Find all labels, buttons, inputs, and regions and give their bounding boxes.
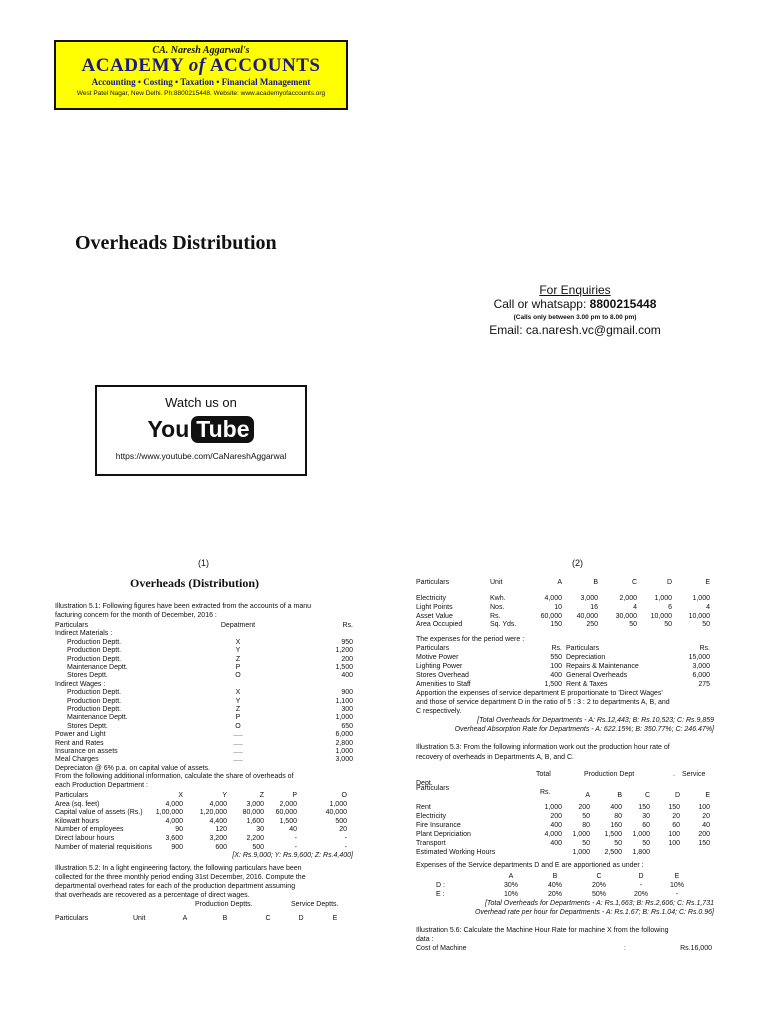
table-header: Particulars — [416, 785, 450, 793]
table-row-cell: 1,000 — [654, 595, 672, 602]
table-row-cell: 20 — [339, 826, 347, 834]
table-row-cell — [680, 848, 710, 857]
table-header-cell — [436, 872, 456, 881]
table-row-cell: 50 — [664, 621, 672, 629]
illustration-2-header-cell: D — [298, 915, 304, 923]
table-row-cell: 10% — [669, 882, 684, 890]
table-row-cell: - — [294, 843, 297, 851]
table-row-cell: X — [235, 638, 241, 646]
table-row-cell: General Overheads — [566, 672, 628, 680]
table-row-cell: 3,600 — [165, 835, 183, 842]
table-row-cell: Stores Deptt. — [67, 722, 108, 730]
table-row-cell: Indirect Materials : — [55, 630, 113, 638]
group-label: Service — [682, 771, 706, 779]
table-row-cell: 1,500 — [544, 681, 562, 689]
table-header-cell: B — [552, 873, 558, 881]
group-label: Production Deptts. — [195, 901, 253, 909]
table-row-cell: 950 — [341, 638, 353, 646]
table-row-cell: 50 — [582, 840, 590, 848]
illustration-text: each Production Department : — [55, 782, 148, 789]
table-row-cell: Depreciation — [566, 654, 606, 662]
table-row-cell: Rent & Taxes — [566, 681, 608, 689]
table-row-cell: 1,000 — [632, 831, 650, 839]
table-row-cell: 50 — [614, 840, 622, 848]
table-row-cell: 40 — [289, 826, 297, 834]
table-row-cell: E : — [436, 891, 445, 899]
table-row-cell: 600 — [215, 843, 227, 851]
table-row-cell: 20% — [633, 891, 648, 899]
table-header-cell: Unit — [490, 579, 503, 586]
table-row-cell: 400 — [550, 840, 562, 848]
table-header-cell: D — [666, 579, 672, 586]
table-row-cell: Nos. — [490, 603, 505, 611]
table-row-cell: Capital value of assets (Rs.) — [55, 809, 143, 817]
table-row-cell: 16 — [590, 603, 598, 611]
table-row-cell: 550 — [550, 654, 562, 662]
answer-text: [X: Rs.9,000; Y: Rs.9,600; Z: Rs.4,400] — [232, 852, 353, 860]
table-header: B — [617, 792, 622, 800]
table-row-cell: - — [344, 843, 347, 851]
table-row-cell: Stores Overhead — [416, 672, 469, 680]
table-row-cell: Electricity — [416, 595, 446, 602]
table-row-cell: Production Deptt. — [67, 655, 122, 663]
table-row-cell: 4,400 — [209, 817, 227, 825]
table-row-cell: Insurance on assets — [55, 748, 118, 755]
table-row-cell: 30,000 — [615, 612, 637, 620]
table-row-cell: 15,000 — [688, 654, 710, 662]
table-row-cell: 4,000 — [165, 800, 183, 808]
illustration-1-header-cell: Z — [259, 791, 264, 799]
table-header: D — [674, 792, 680, 800]
table-row-cell: Kilowatt hours — [55, 817, 99, 825]
table-header-cell: C — [631, 579, 637, 586]
answer-text: Overhead Absorption Rate for Departments - A: 622.15%; B: 350.77%; C: 246.47%] — [454, 725, 714, 733]
table-row-cell: Amenities to Staff — [416, 681, 471, 689]
illustration-text: Illustration 5.2: In a light engineering factory, the following particulars have been — [55, 865, 302, 873]
table-row-cell: 500 — [335, 817, 347, 825]
illustration-text: departmental overhead rates for each of the production department assuming — [55, 883, 296, 891]
table-header-cell: C — [596, 873, 602, 881]
illustration-1-header-cell: Rs. — [342, 622, 353, 629]
table-row-cell: 80 — [582, 822, 590, 830]
table-row-cell: 50 — [629, 621, 637, 629]
table-row-cell: ..... — [233, 756, 243, 764]
table-row-cell: 6 — [668, 603, 672, 611]
table-row-cell: 50 — [702, 621, 710, 629]
table-row-cell — [656, 848, 680, 857]
table-row-cell: Rs. — [490, 612, 501, 620]
illustration-2-header-cell: A — [182, 915, 188, 923]
table-header: C — [644, 792, 650, 800]
table-row-cell: 2,500 — [604, 849, 622, 857]
illustration-1-header-cell: Y — [222, 791, 227, 799]
illustration-2-header-cell: Unit — [133, 915, 146, 923]
table-header-cell: Particulars — [416, 645, 450, 653]
table-row-cell: 10 — [554, 603, 562, 611]
table-row-cell: Stores Deptt. — [67, 672, 108, 680]
table-row-cell: O — [235, 722, 241, 730]
table-row-cell: 4 — [633, 603, 637, 611]
table-row-cell: Number of employees — [55, 826, 124, 834]
illustration-text: From the following additional information, calculate the share of overheads of — [55, 773, 294, 781]
logo-address: West Patel Nagar, New Delhi. Ph:8800215448. Website: www.academyofaccounts.org — [76, 90, 326, 97]
table-row-cell: 150 — [698, 840, 710, 848]
group-label: Total — [536, 771, 551, 779]
table-row-cell: 150 — [668, 804, 680, 812]
table-header-cell: E — [674, 873, 680, 881]
table-header-cell: Rs. — [551, 645, 562, 653]
table-row-cell: Production Deptt. — [67, 689, 122, 697]
table-row-cell: 4,000 — [544, 831, 562, 839]
table-header: A — [585, 792, 590, 800]
table-row-cell: Direct labour hours — [55, 835, 115, 842]
table-row-cell: Production Deptt. — [67, 706, 122, 713]
table-row-cell: 30% — [503, 882, 518, 890]
table-row-cell: Rs.16,000 — [680, 945, 712, 953]
table-row-cell: Rent — [416, 804, 431, 812]
table-row-cell: - — [639, 882, 643, 890]
table-header-cell: Particulars — [416, 579, 450, 586]
table-row-cell: ..... — [233, 748, 243, 755]
table-row-cell: 275 — [698, 681, 710, 689]
illustration-text: recovery of overheads in Departments A, B, and C. — [416, 753, 574, 761]
illustration-text: Expenses of the Service departments D and E are apportioned as under : — [416, 862, 644, 870]
table-row-cell: 80 — [614, 813, 622, 821]
table-row-cell: 2,000 — [279, 800, 297, 808]
table-row-cell: D : — [436, 882, 445, 890]
table-row-cell: Indirect Wages : — [55, 680, 106, 688]
table-row-cell: : — [624, 945, 626, 953]
table-row-cell: Y — [235, 647, 241, 655]
table-row-cell: 1,20,000 — [199, 809, 227, 817]
youtube-url[interactable]: https://www.youtube.com/CaNareshAggarwal — [115, 451, 287, 461]
table-row-cell: 2,000 — [619, 595, 637, 602]
table-row-cell: 1,000 — [329, 800, 347, 808]
table-row-cell — [528, 848, 562, 857]
illustration-text: Illustration 5.6: Calculate the Machine Hour Rate for machine X from the following — [416, 927, 669, 935]
table-header-cell: Rs. — [699, 645, 710, 653]
table-row-cell: 1,200 — [335, 647, 353, 655]
table-row-cell: 80,000 — [242, 809, 264, 817]
table-row-cell: 4,000 — [544, 595, 562, 602]
table-row-cell: Cost of Machine — [416, 945, 467, 953]
enquiry-block — [440, 283, 710, 337]
table-row-cell: Number of material requisitions — [55, 843, 152, 851]
table-row-cell: 60,000 — [540, 612, 562, 620]
table-row-cell: 40 — [702, 822, 710, 830]
table-row-cell: 200 — [341, 655, 353, 663]
table-row-cell: 6,000 — [335, 731, 353, 739]
illustration-text: The expenses for the period were : — [416, 636, 525, 644]
table-row-cell: 900 — [341, 689, 353, 697]
table-row-cell: P — [235, 664, 241, 671]
table-row-cell: Production Deptt. — [67, 647, 122, 655]
table-row-cell: Motive Power — [416, 654, 459, 662]
illustration-1-header-cell: Particulars — [55, 791, 89, 799]
table-row-cell: 50% — [591, 891, 606, 899]
table-row-cell: 400 — [341, 672, 353, 680]
academy-logo — [54, 40, 348, 110]
illustration-text: data : — [416, 936, 434, 944]
table-row-cell: 6,000 — [692, 672, 710, 680]
table-row-cell: 40% — [547, 882, 562, 890]
enquiry-timing: (Calls only between 3.00 pm to 8.00 pm) — [513, 314, 637, 321]
table-header-cell: A — [508, 873, 514, 881]
illustration-2-header-cell: C — [265, 915, 271, 923]
page-number-2: (2) — [572, 558, 583, 568]
table-row-cell: P — [235, 714, 241, 722]
table-row-cell: 30 — [642, 813, 650, 821]
table-header-cell: E — [705, 579, 710, 586]
table-row-cell: Light Points — [416, 603, 453, 611]
youtube-logo-icon: You Tube — [97, 415, 305, 445]
table-row-cell: 3,000 — [335, 756, 353, 764]
table-row-cell: 50 — [642, 840, 650, 848]
enquiry-email: Email: ca.naresh.vc@gmail.com — [489, 323, 661, 337]
table-row-cell: 10% — [503, 891, 518, 899]
table-row-cell: 2,800 — [335, 739, 353, 747]
table-row-cell: 10,000 — [650, 612, 672, 620]
table-row-cell: 60,000 — [275, 809, 297, 817]
table-row-cell: 100 — [550, 663, 562, 671]
table-row-cell: 2,200 — [246, 835, 264, 842]
table-row-cell: Z — [235, 655, 241, 663]
table-row-cell: 1,000 — [692, 595, 710, 602]
table-row-cell: 1,500 — [279, 817, 297, 825]
illustration-text: Illustration 5.3: From the following information work out the production hour rate of — [416, 744, 670, 752]
table-row-cell: 30 — [256, 826, 264, 834]
table-row-cell: Electricity — [416, 813, 446, 821]
answer-text: [Total Overheads for Departments - A: Rs.1,663; B: Rs.2,606; C: Rs.1,731 — [484, 900, 714, 908]
table-row-cell: 1,000 — [544, 804, 562, 812]
illustration-1-header-cell: Particulars — [55, 622, 89, 629]
table-row-cell: 1,00,000 — [155, 809, 183, 817]
table-row-cell: 150 — [550, 621, 562, 629]
table-row-cell: 1,500 — [604, 831, 622, 839]
table-row-cell: 40,000 — [576, 612, 598, 620]
table-row-cell: 4 — [706, 603, 710, 611]
illustration-text: C respectively. — [416, 708, 462, 716]
table-row-cell: 1,000 — [335, 748, 353, 755]
table-row-cell: 250 — [586, 621, 598, 629]
table-row-cell: - — [294, 835, 297, 842]
table-row-cell: - — [344, 835, 347, 842]
answer-text: Overhead rate per hour for Departments - A: Rs.1.67; B: Rs.1.04; C: Rs.0.96] — [474, 908, 714, 916]
table-row-cell: 160 — [610, 822, 622, 830]
table-row-cell: 100 — [698, 804, 710, 812]
page-number-1: (1) — [198, 558, 209, 568]
table-row-cell: Area (sq. feet) — [55, 800, 100, 808]
table-header-cell: D — [638, 873, 644, 881]
table-row-cell: Plant Depriciation — [416, 831, 471, 839]
table-row-cell: 1,500 — [335, 664, 353, 671]
table-row-cell: Sq. Yds. — [490, 621, 517, 629]
table-row-cell: Fire Insurance — [416, 822, 461, 830]
illustration-1-header-cell: X — [178, 791, 183, 799]
table-row-cell: Z — [235, 706, 241, 713]
table-row-cell: Area Occupied — [416, 621, 463, 629]
logo-services: Accounting • Costing • Taxation • Financial Management — [91, 77, 311, 87]
table-row-cell: 90 — [175, 826, 183, 834]
group-label: . — [673, 771, 675, 779]
table-row-cell: Production Deptt. — [67, 638, 122, 646]
table-row-cell: 150 — [638, 804, 650, 812]
table-header-cell: A — [557, 579, 562, 586]
table-row-cell: ..... — [233, 731, 243, 739]
table-row-cell: Estimated Working Hours — [416, 849, 496, 857]
table-row-cell: 40,000 — [325, 809, 347, 817]
table-header-cell: B — [593, 579, 598, 586]
table-row-cell: 50 — [582, 813, 590, 821]
group-label: Dept. — [416, 780, 433, 788]
table-row-cell: 120 — [215, 826, 227, 834]
table-row-cell: 300 — [341, 706, 353, 713]
illustration-text: Depreciaton @ 6% p.a. on capital value of assets. — [55, 764, 210, 772]
table-row-cell: 1,600 — [246, 817, 264, 825]
table-row-cell: Repairs & Maintenance — [566, 663, 639, 671]
youtube-box[interactable] — [95, 385, 307, 476]
group-label: Service Deptts. — [291, 901, 339, 909]
table-row-cell: Y — [235, 697, 241, 705]
logo-owner: CA. Naresh Aggarwal's — [152, 45, 250, 56]
table-row-cell: 4,000 — [209, 800, 227, 808]
illustration-1-header-cell: P — [292, 791, 297, 799]
table-row-cell: 20% — [591, 882, 606, 890]
table-row-cell: 20% — [547, 891, 562, 899]
illustration-1-header-cell: O — [341, 791, 347, 799]
table-row-cell: 650 — [341, 722, 353, 730]
watch-label: Watch us on — [165, 395, 237, 410]
table-row-cell: 100 — [668, 840, 680, 848]
table-row-cell: - — [675, 891, 679, 899]
group-label: Production Dept — [584, 771, 635, 779]
table-row-cell: 100 — [668, 831, 680, 839]
table-header: Rs. — [540, 789, 551, 797]
table-row-cell: 900 — [171, 843, 183, 851]
table-row-cell: 3,000 — [692, 663, 710, 671]
enquiry-phone: Call or whatsapp: 8800215448 — [493, 297, 657, 311]
table-row-cell: Kwh. — [490, 595, 506, 602]
table-row-cell: Transport — [416, 840, 446, 848]
table-row-cell: 3,000 — [580, 595, 598, 602]
illustration-2-header-cell: E — [332, 915, 338, 923]
table-row-cell: Power and Light — [55, 731, 106, 739]
answer-text: [Total Overheads for Departments - A: Rs.12,443; B: Rs.10,523; C: Rs.9,859 — [477, 717, 714, 725]
section-heading: Overheads (Distribution) — [130, 576, 259, 590]
illustration-text: facturing concern for the month of December, 2016 : — [55, 612, 217, 619]
table-row-cell: 20 — [672, 813, 680, 821]
illustration-text: and those of service department D in the ratio of 5 : 3 : 2 to departments A, B, and — [416, 699, 670, 707]
illustration-2-header-cell: Particulars — [55, 915, 89, 923]
table-row-cell: Maintenance Deptt. — [67, 714, 128, 722]
table-row-cell: 1,800 — [632, 849, 650, 857]
illustration-2-header-cell: B — [222, 915, 228, 923]
enquiry-heading: For Enquiries — [539, 283, 611, 297]
illustration-text: Illustration 5.1: Following figures have been extracted from the accounts of a manu — [55, 603, 312, 610]
table-header: E — [705, 792, 710, 800]
logo-name: ACADEMY of ACCOUNTS — [81, 55, 321, 76]
illustration-1-header-cell: Depatment — [220, 622, 256, 629]
table-row-cell: 1,000 — [335, 714, 353, 722]
table-row-cell: 200 — [578, 804, 590, 812]
table-row-cell: 400 — [550, 672, 562, 680]
table-row-cell: 20 — [702, 813, 710, 821]
illustration-text: that overheads are recovered as a percentage of direct wages. — [55, 892, 250, 900]
table-row-cell: Meal Charges — [55, 756, 99, 764]
table-row-cell: Maintenance Deptt. — [67, 664, 128, 671]
illustration-text: Apportion the expenses of service department E proportionate to 'Direct Wages' — [416, 690, 663, 698]
table-row-cell: 60 — [672, 822, 680, 830]
table-row-cell: Lighting Power — [416, 663, 463, 671]
table-row-cell: 4,000 — [165, 817, 183, 825]
table-row-cell: 200 — [550, 813, 562, 821]
table-row-cell: 10,000 — [688, 612, 710, 620]
table-row-cell: 1,000 — [572, 849, 590, 857]
table-row-cell: 400 — [610, 804, 622, 812]
table-row-cell: Production Deptt. — [67, 697, 122, 705]
table-row-cell: 3,200 — [209, 835, 227, 842]
illustration-text: collected for the three monthly period ending 31st December, 2016. Compute the — [55, 874, 306, 882]
page-title: Overheads Distribution — [75, 232, 277, 254]
table-row-cell: 200 — [698, 831, 710, 839]
table-row-cell: ..... — [233, 739, 243, 747]
table-row-cell: O — [235, 672, 241, 680]
table-row-cell: X — [235, 689, 241, 697]
table-row-cell: 60 — [642, 822, 650, 830]
table-header-cell: Particulars — [566, 645, 600, 653]
table-row-cell: 1,100 — [335, 697, 353, 705]
table-row-cell: Asset Value — [416, 612, 453, 620]
table-row-cell: 500 — [252, 843, 264, 851]
table-row-cell: 1,000 — [572, 831, 590, 839]
table-row-cell: Rent and Rates — [55, 739, 104, 747]
table-row-cell: 3,000 — [246, 800, 264, 808]
table-row-cell: 400 — [550, 822, 562, 830]
